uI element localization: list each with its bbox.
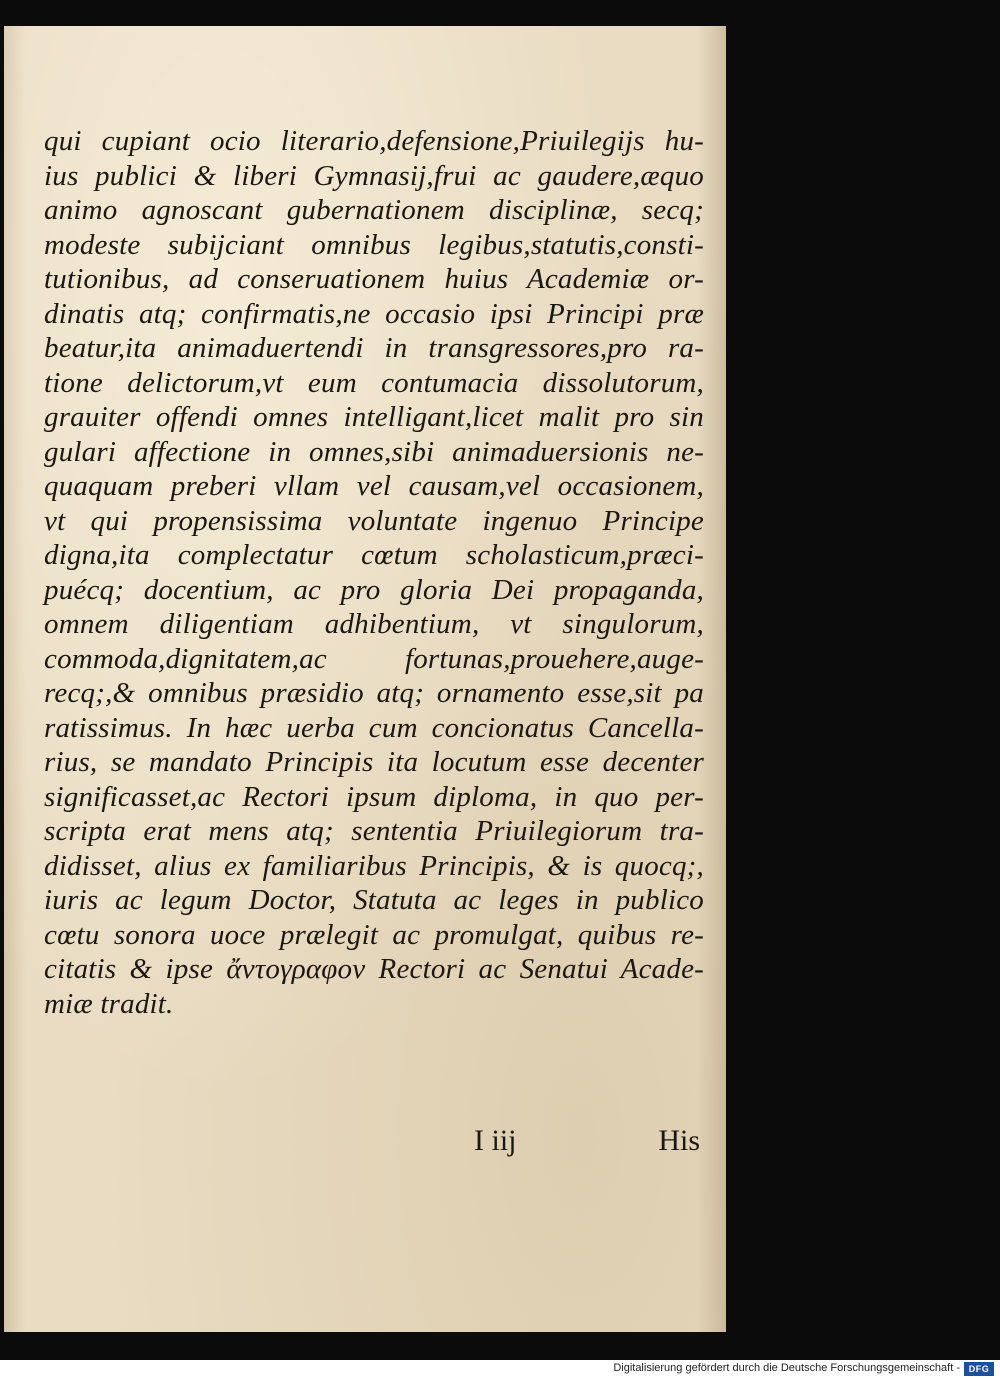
text-line: tione delictorum,vt eum contumacia dissolutorum, bbox=[44, 366, 704, 399]
text-line: omnem diligentiam adhibentium, vt singulorum, bbox=[44, 608, 704, 640]
book-page bbox=[4, 26, 726, 1332]
text-line: quaquam preberi vllam vel causam,vel occasionem, bbox=[44, 470, 704, 502]
text-line: commoda,dignitatem,ac fortunas,prouehere,auge- bbox=[44, 642, 704, 675]
dfg-logo-icon: DFG bbox=[964, 1362, 994, 1376]
text-line: grauiter offendi omnes intelligant,licet malit pro sin bbox=[44, 401, 704, 433]
text-line: scripta erat mens atq; sententia Priuilegiorum tra- bbox=[44, 815, 704, 847]
text-line: ratissimus. In hæc uerba cum concionatus Cancella- bbox=[44, 711, 704, 744]
body-text bbox=[44, 124, 704, 1021]
text-line: recq;,& omnibus præsidio atq; ornamento esse,sit pa bbox=[44, 677, 704, 709]
text-line: tutionibus, ad conseruationem huius Academiæ or- bbox=[44, 263, 704, 295]
text-line: modeste subijciant omnibus legibus,statutis,consti- bbox=[44, 228, 704, 261]
digitization-footer bbox=[0, 1360, 1000, 1379]
text-line: digna,ita complectatur cœtum scholasticum,præci- bbox=[44, 539, 704, 571]
catchword: His bbox=[658, 1124, 700, 1157]
text-line: vt qui propensissima voluntate ingenuo Principe bbox=[44, 504, 704, 537]
text-line: miæ tradit. bbox=[44, 987, 174, 1020]
funding-credit: Digitalisierung gefördert durch die Deutsche Forschungsgemeinschaft - bbox=[613, 1362, 960, 1374]
text-line: beatur,ita animaduertendi in transgressores,pro ra- bbox=[44, 332, 704, 364]
text-line: citatis & ipse ἄντογραφον Rectori ac Senatui Acade- bbox=[44, 953, 704, 985]
text-line: puécq; docentium, ac pro gloria Dei propaganda, bbox=[44, 573, 704, 606]
text-line: rius, se mandato Principis ita locutum esse decenter bbox=[44, 746, 704, 778]
text-line: cœtu sonora uoce prælegit ac promulgat, quibus re- bbox=[44, 918, 704, 951]
text-line: gulari affectione in omnes,sibi animaduersionis ne- bbox=[44, 435, 704, 468]
text-line: iuris ac legum Doctor, Statuta ac leges in publico bbox=[44, 884, 704, 916]
text-line: dinatis atq; confirmatis,ne occasio ipsi Principi præ bbox=[44, 297, 704, 330]
signature-mark: I iij bbox=[474, 1124, 517, 1157]
text-line: animo agnoscant gubernationem disciplinæ, secq; bbox=[44, 194, 704, 226]
text-line: didisset, alius ex familiaribus Principis, & is quocq;, bbox=[44, 849, 704, 882]
text-line: significasset,ac Rectori ipsum diploma, in quo per- bbox=[44, 780, 704, 813]
text-line: ius publici & liberi Gymnasij,frui ac gaudere,æquo bbox=[44, 159, 704, 192]
text-line: qui cupiant ocio literario,defensione,Priuilegijs hu- bbox=[44, 125, 704, 157]
page-footer-row bbox=[44, 1124, 704, 1164]
